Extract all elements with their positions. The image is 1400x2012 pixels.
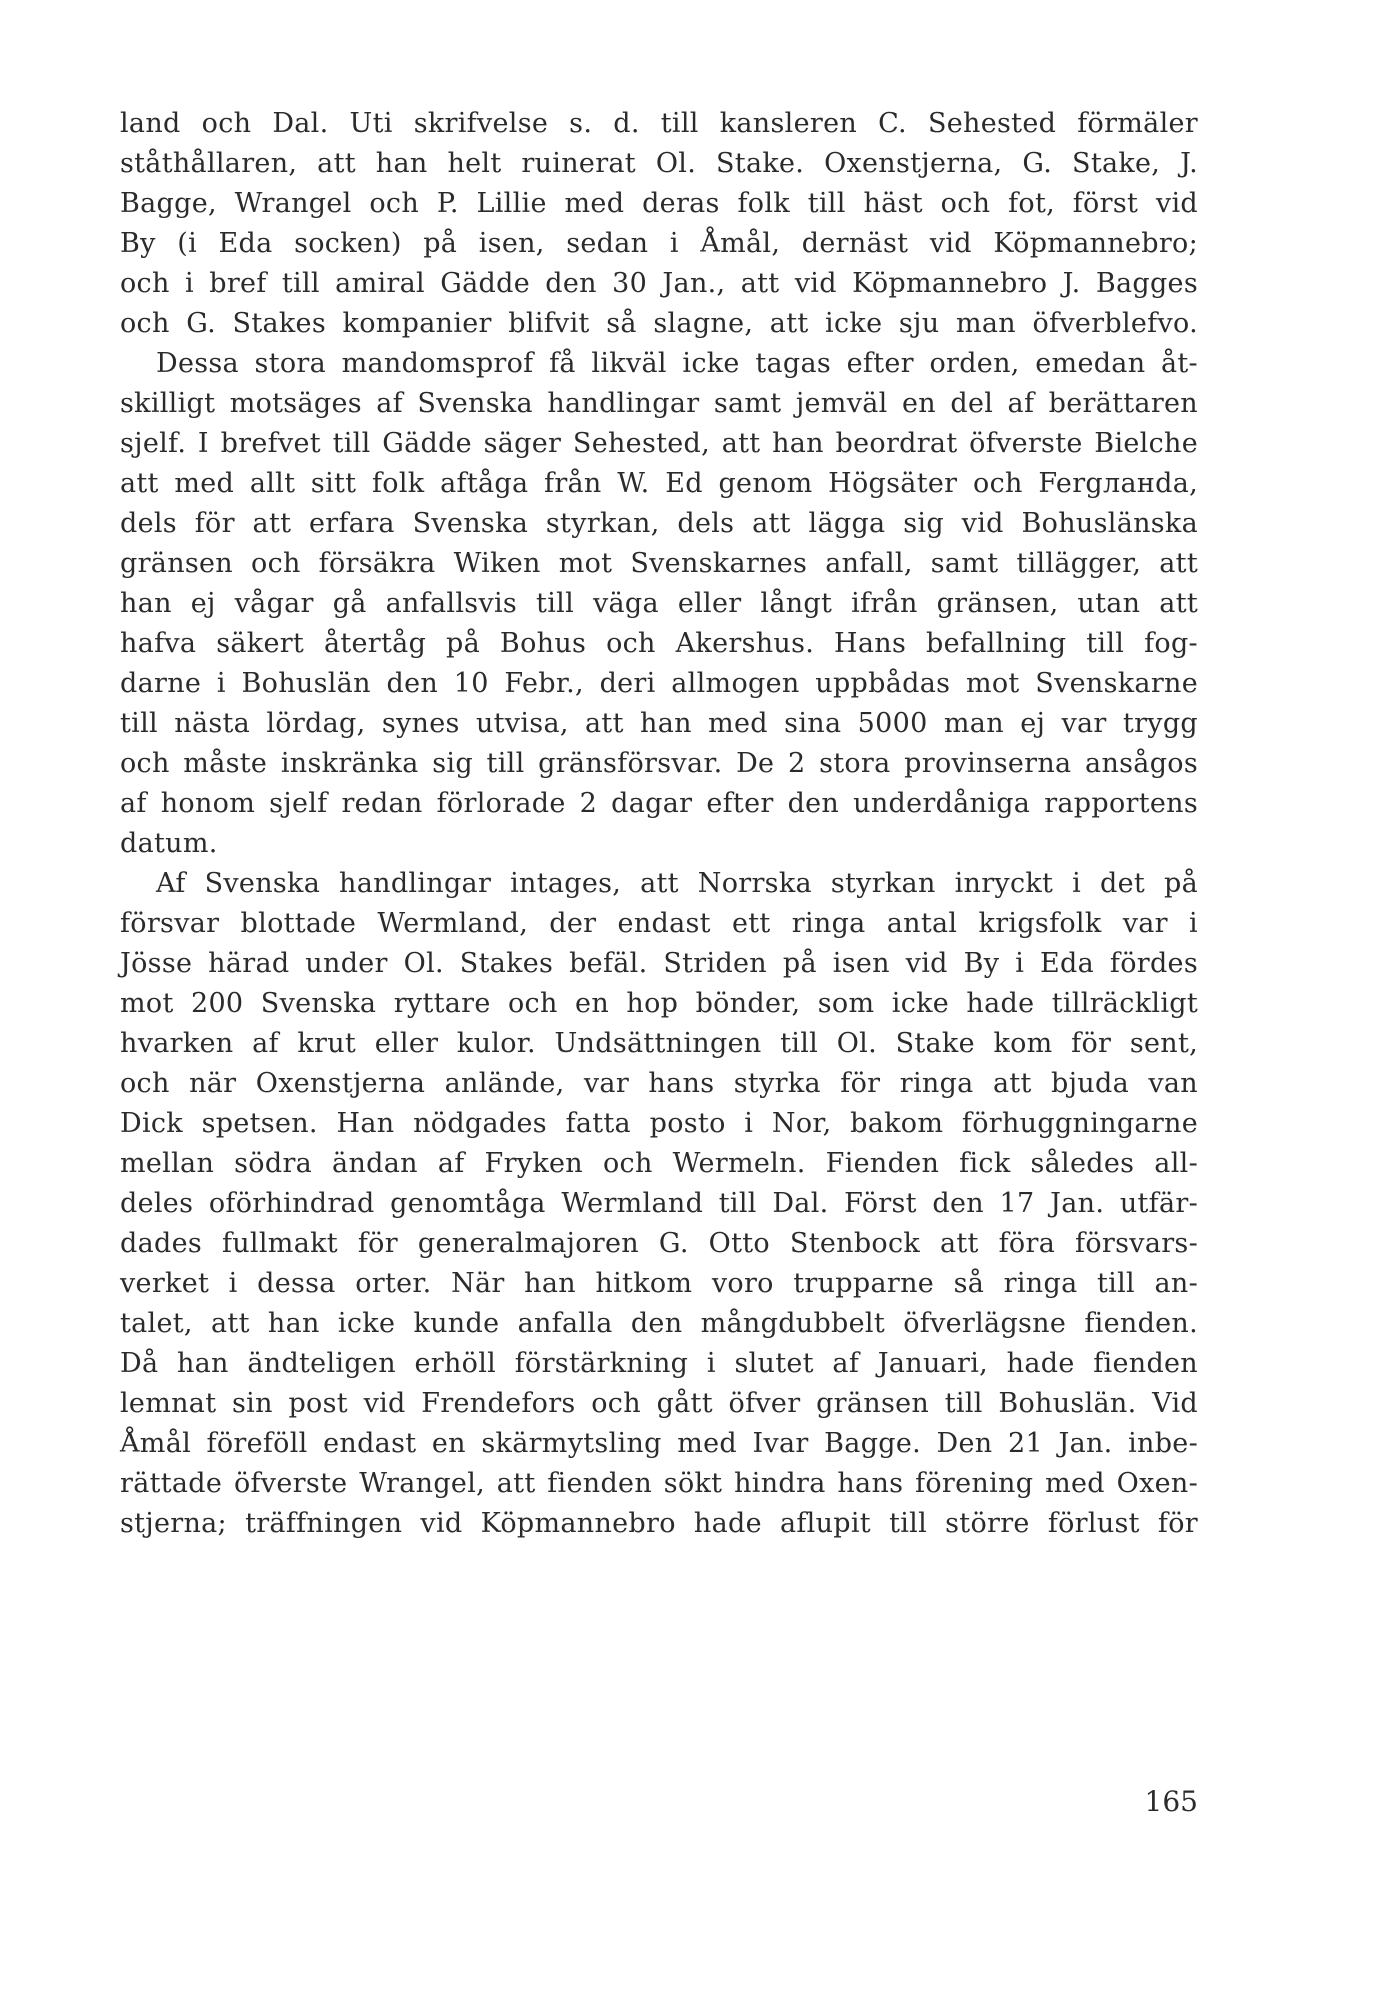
text-line: och måste inskränka sig till gränsförsvar. De 2 stora provinserna ansågos	[120, 748, 1198, 779]
text-line: hafva säkert återtåg på Bohus och Akershus. Hans befallning till fog-	[120, 628, 1198, 659]
text-line: talet, att han icke kunde anfalla den mångdubbelt öfverlägsne fienden.	[120, 1308, 1198, 1339]
text-line: rättade öfverste Wrangel, att fienden sökt hindra hans förening med Oxen-	[120, 1468, 1198, 1499]
text-line: ståthållaren, att han helt ruinerat Ol. Stake. Oxenstjerna, G. Stake, J.	[120, 148, 1198, 179]
text-line: dades fullmakt för generalmajoren G. Otto Stenbock att föra försvars-	[120, 1228, 1198, 1259]
text-line: af honom sjelf redan förlorade 2 dagar efter den underdåniga rapportens	[120, 788, 1198, 819]
text-line: gränsen och försäkra Wiken mot Svenskarnes anfall, samt tillägger, att	[120, 548, 1198, 579]
text-line: Af Svenska handlingar intages, att Norrska styrkan inryckt i det på	[156, 868, 1198, 899]
text-line: hvarken af krut eller kulor. Undsättningen till Ol. Stake kom för sent,	[120, 1028, 1198, 1059]
text-line: Dick spetsen. Han nödgades fatta posto i Nor, bakom förhuggningarne	[120, 1108, 1198, 1139]
text-line: stjerna; träffningen vid Köpmannebro hade aflupit till större förlust för	[120, 1508, 1198, 1539]
body-text	[120, 104, 1198, 1544]
text-line: verket i dessa orter. När han hitkom voro trupparne så ringa till an-	[120, 1268, 1198, 1299]
text-line: Dessa stora mandomsprof få likväl icke tagas efter orden, emedan åt-	[156, 348, 1198, 379]
text-line: deles oförhindrad genomtåga Wermland till Dal. Först den 17 Jan. utfär-	[120, 1188, 1198, 1219]
text-line: Bagge, Wrangel och P. Lillie med deras folk till häst och fot, först vid	[120, 188, 1198, 219]
page-number: 165	[1144, 1785, 1198, 1818]
text-line: mot 200 Svenska ryttare och en hop bönder, som icke hade tillräckligt	[120, 988, 1198, 1019]
text-line: Åmål föreföll endast en skärmytsling med Ivar Bagge. Den 21 Jan. inbe-	[120, 1428, 1198, 1459]
text-line: dels för att erfara Svenska styrkan, dels att lägga sig vid Bohuslänska	[120, 508, 1198, 539]
text-line: sjelf. I brefvet till Gädde säger Sehested, att han beordrat öfverste Bielche	[120, 428, 1198, 459]
text-line: försvar blottade Wermland, der endast ett ringa antal krigsfolk var i	[120, 908, 1198, 939]
text-line: land och Dal. Uti skrifvelse s. d. till kansleren C. Sehested förmäler	[120, 108, 1198, 139]
text-line: till nästa lördag, synes utvisa, att han med sina 5000 man ej var trygg	[120, 708, 1198, 739]
text-line: och i bref till amiral Gädde den 30 Jan., att vid Köpmannebro J. Bagges	[120, 268, 1198, 299]
text-line: By (i Eda socken) på isen, sedan i Åmål, dernäst vid Köpmannebro;	[120, 228, 1198, 259]
text-line: han ej vågar gå anfallsvis till väga eller långt ifrån gränsen, utan att	[120, 588, 1198, 619]
text-line: Jösse härad under Ol. Stakes befäl. Striden på isen vid By i Eda fördes	[120, 948, 1198, 979]
text-line: och när Oxenstjerna anlände, var hans styrka för ringa att bjuda van	[120, 1068, 1198, 1099]
text-line: datum.	[120, 828, 218, 859]
text-line: skilligt motsäges af Svenska handlingar samt jemväl en del af berättaren	[120, 388, 1198, 419]
text-line: mellan södra ändan af Fryken och Wermeln. Fienden fick således all-	[120, 1148, 1198, 1179]
text-line: att med allt sitt folk aftåga från W. Ed genom Högsäter och Fergланda,	[120, 468, 1198, 499]
text-line: Då han ändteligen erhöll förstärkning i slutet af Januari, hade fienden	[120, 1348, 1198, 1379]
text-line: och G. Stakes kompanier blifvit så slagne, att icke sju man öfverblefvo.	[120, 308, 1198, 339]
text-line: darne i Bohuslän den 10 Febr., deri allmogen uppbådas mot Svenskarne	[120, 668, 1198, 699]
text-line: lemnat sin post vid Frendefors och gått öfver gränsen till Bohuslän. Vid	[120, 1388, 1198, 1419]
